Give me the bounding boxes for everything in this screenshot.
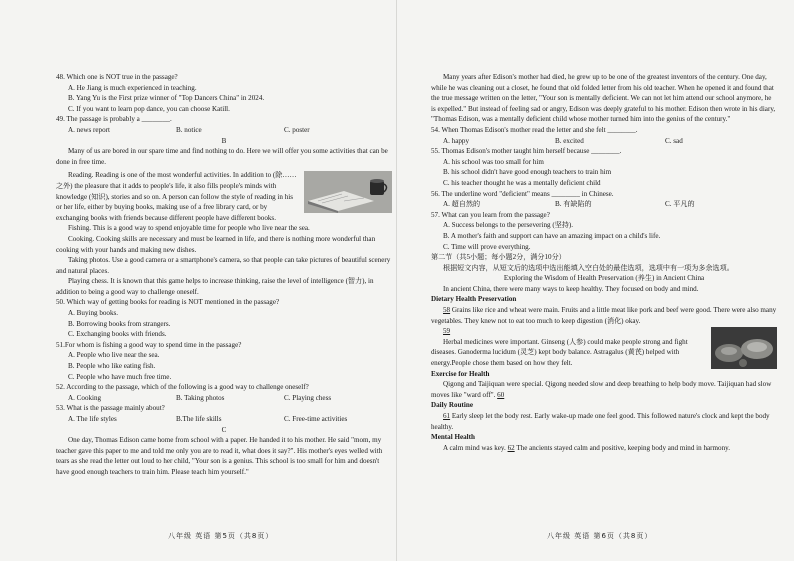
q52-option-b: B. Taking photos [176,393,225,402]
left-column [56,72,392,478]
q50-option-a: A. Buying books. [68,309,119,318]
q49-option-a: A. news report [68,125,110,134]
book-coffee-image [304,171,392,213]
q48-option-c: C. If you want to learn pop dance, you can choose Katill. [68,104,230,113]
q56-stem: 56. The underline word "deficient" means ________ in Chinese. [431,189,614,198]
q50-option-c: C. Exchanging books with friends. [68,330,167,339]
heading-exercise: Exercise for Health [431,369,490,378]
q48-stem: 48. Which one is NOT true in the passage? [56,73,178,81]
q56-option-a: A. 超自然的 [443,200,481,209]
q54-option-c: C. sad [665,136,683,145]
q51-stem: 51.For whom is fishing a good way to spend time in the passage? [56,340,242,349]
blank-61[interactable]: 61 [443,412,451,420]
q54-option-a: A. happy [443,136,470,145]
passage-c-edison-part1: One day, Thomas Edison came home from school with a paper. He handed it to his mother. He said "mom, my teacher gave this paper to me and told me only you are to read it, what does it say?". His mother's eyes welled with tears as she read the letter out loud to her child, "Your son is a genius. This school is too small for him and doesn't have good enough teachers to train him. Please teach him yourself." [56,436,383,476]
passage-b-reading: Reading. Reading is one of the most wonderful activities. In addition to (除……之外) the pleasure that it adds to people's life, it also fills people's minds with knowledge (知识), stories and so on. A person can follow the style of reading in his or her life, either by buying books, making use of a free library card, or by exchanging books with friends because different people have different books. [56,171,297,222]
q57-option-b: B. A mother's faith and support can have an amazing impact on a child's life. [443,231,661,240]
q53-stem: 53. What is the passage mainly about? [56,404,165,413]
passage-b-cooking: Cooking. Cooking skills are necessary and must be learned in life, and there is nothing more wonderful than cooking with your hands and making new dishes. [56,234,376,254]
q51-option-c: C. People who have much free time. [68,372,172,381]
q55-option-a: A. his school was too small for him [443,157,544,166]
section-c-heading: C [221,425,227,434]
q53-option-b: B.The life skills [176,415,222,423]
q54-stem: 54. When Thomas Edison's mother read the letter and she felt ________. [431,125,638,134]
part2-title: 第二节（共5小题；每小题2分，满分10分） [431,253,566,262]
q50-option-b: B. Borrowing books from strangers. [68,319,171,328]
q52-options [56,393,392,404]
q57-option-c: C. Time will prove everything. [443,242,531,251]
passage-d-herbal: Herbal medicines were important. Ginseng (人参) could make people strong and fight diseases. Ganoderma lucidum (灵芝) kept body balance. Astragalus (黄芪) helped with energy.People chose them based on how they felt. [431,337,688,368]
q56-option-c: C. 平凡的 [665,200,695,209]
blank-60[interactable]: 60 [497,390,505,399]
mental-text-b: The ancients stayed calm and positive, keeping body and mind in harmony. [516,443,730,452]
q49-stem: 49. The passage is probably a ________. [56,115,172,124]
q49-option-c: C. poster [284,125,310,134]
part2-instructions: 根据短文内容，从短文后的选项中选出能填入空白处的最佳选项，选项中有一项为多余选项。 [443,263,734,272]
blank-58[interactable]: 58 [443,306,451,315]
right-column [431,72,777,453]
passage-d-title: Exploring the Wisdom of Health Preservation (养生) in Ancient China [503,274,705,283]
q55-stem: 55. Thomas Edison's mother taught him herself because ________. [431,147,622,156]
q52-stem: 52. According to the passage, which of the following is a good way to challenge oneself? [56,383,309,392]
q53-option-c: C. Free-time activities [284,415,348,423]
right-page-footer: 八年级 英语 第6页（共8页） [547,532,653,540]
q57-option-a: A. Success belongs to the persevering (坚持). [443,221,574,230]
q54-options [431,136,777,147]
passage-b-intro: Many of us are bored in our spare time and find nothing to do. Here we will offer you some activities that can be done in free time. [56,147,388,166]
q52-option-a: A. Cooking [68,393,102,402]
left-page-footer: 八年级 英语 第5页（共8页） [168,532,274,540]
q51-option-a: A. People who live near the sea. [68,351,160,360]
right-page [397,0,794,561]
q49-options [56,125,392,136]
section-b-heading: B [221,136,227,145]
q55-option-c: C. his teacher thought he was a mentally deficient child [443,178,601,187]
exercise-text: Qigong and Taijiquan were special. Qigong needed slow and deep breathing to help body move. Taijiquan had slow moves like "ward off". [431,380,772,399]
q53-options [56,414,392,425]
passage-b-photos: Taking photos. Use a good camera or a smartphone's camera, so that people can take pictures of beautiful scenery and natural places. [56,256,391,275]
q48-option-b: B. Yang Yu is the First prize winner of "Top Dancers China" in 2024. [68,94,265,103]
passage-d-exercise [431,379,777,400]
q48-option-a: A. He Jiang is much experienced in teaching. [68,83,197,92]
q53-option-a: A. The life styles [68,415,117,423]
q57-stem: 57. What can you learn from the passage? [431,210,550,219]
passage-d-mental [431,443,777,454]
blank-62[interactable]: 62 [507,443,515,452]
q56-option-b: B. 有缺陷的 [555,200,592,209]
passage-d-intro: In ancient China, there were many ways to keep healthy. They focused on body and mind. [443,284,699,293]
passage-b-fishing: Fishing. This is a good way to spend enjoyable time for people who live near the sea. [68,224,310,233]
passage-b-chess: Playing chess. It is known that this game helps to increase thinking, raise the level of intelligence (智力), in addition to being a good way to challenge oneself. [56,277,374,296]
heading-daily-routine: Daily Routine [431,401,473,410]
daily-text: Early sleep let the body rest. Early wake-up made one feel good. This followed nature's clock and kept the body healthy. [431,412,770,431]
herbal-medicine-photo [711,327,777,369]
passage-d-dietary [431,305,777,326]
heading-dietary: Dietary Health Preservation [431,295,517,304]
q52-option-c: C. Playing chess [284,393,332,402]
passage-d-daily [431,411,777,432]
q50-stem: 50. Which way of getting books for reading is NOT mentioned in the passage? [56,298,280,307]
book-coffee-photo [304,171,392,213]
q51-option-b: B. People who like eating fish. [68,362,156,371]
q56-options [431,199,777,210]
q49-option-b: B. notice [176,125,202,134]
herbal-medicine-image [711,327,777,369]
dietary-text: Grains like rice and wheat were main. Fruits and a little meat like pork and beef were good. There were also many vegetables. They knew not to eat too much to keep digestion (消化) okay. [431,306,777,325]
mental-text-a: A calm mind was key. [443,443,506,452]
heading-mental-health: Mental Health [431,433,475,442]
q54-option-b: B. excited [555,136,584,145]
q55-option-b: B. his school didn't have good enough teachers to train him [443,168,612,177]
passage-c-edison-part2: Many years after Edison's mother had died, he grew up to be one of the greatest inventors of the century. One day, while he was cleaning out a closet, he found that old folded letter from his old teacher. When he opened it and found that the true message written on the letter, "Your son is mentally deficient. We can not let him attend our school anymore, he is expelled." But instead of feeling sad or angry, Edison was deeply grateful to his mother. Edison then wrote in his diary, "Thomas Edison, was a mentally deficient child whose mother turned him into the genius of the century." [431,73,776,124]
blank-59[interactable]: 59 [443,327,451,336]
